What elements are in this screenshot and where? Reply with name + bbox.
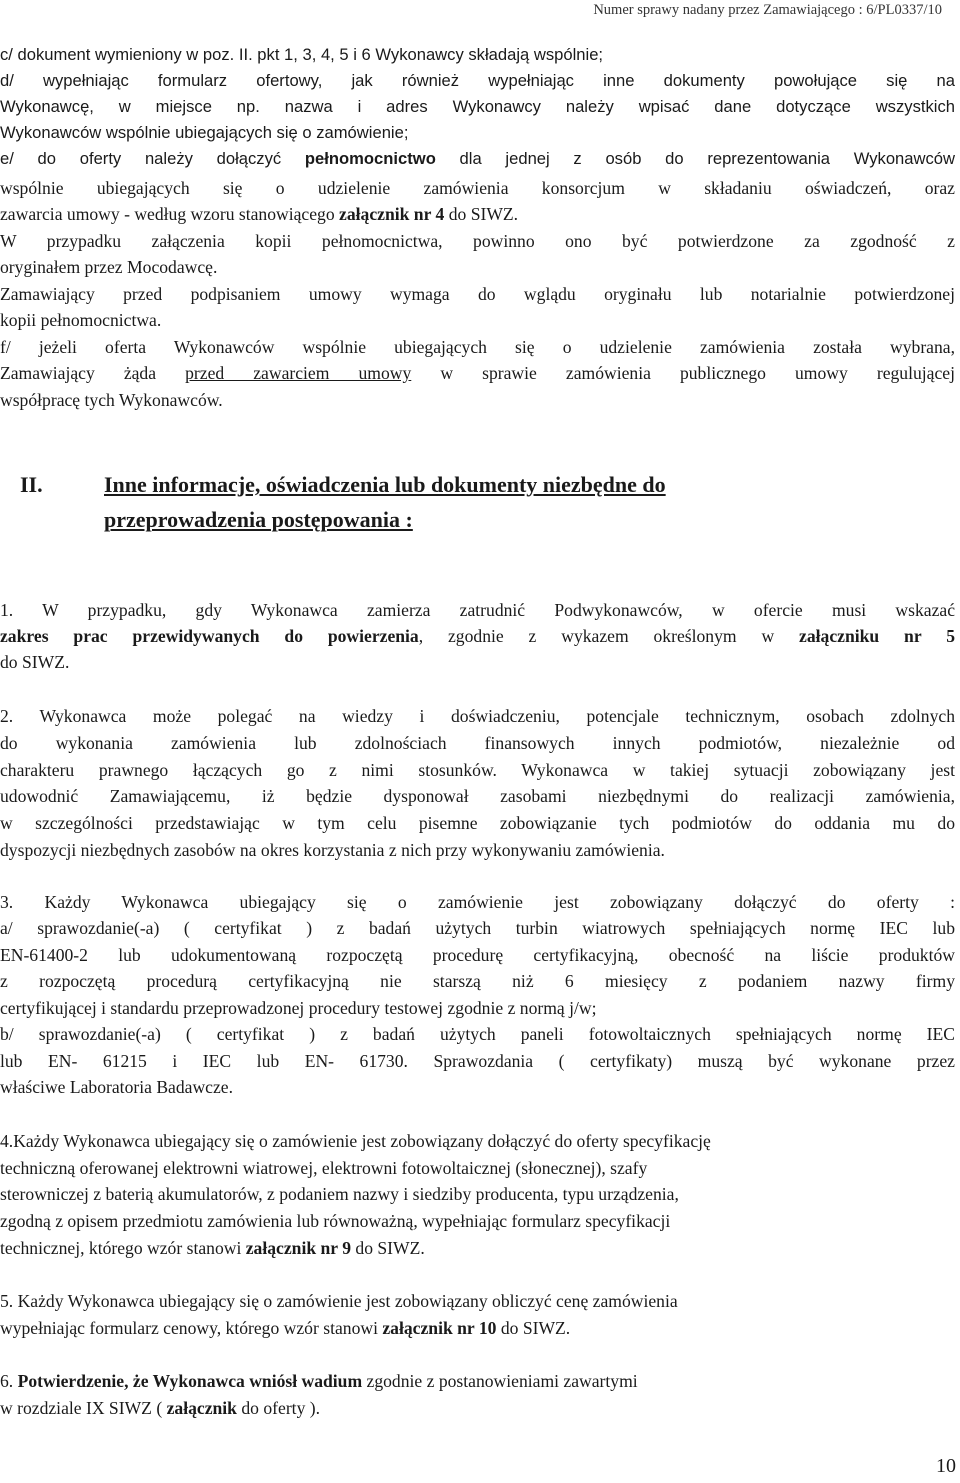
item-c-line: c/ dokument wymieniony w poz. II. pkt 1, 3, 4, 5 i 6 Wykonawcy składają wspólnie;: [0, 45, 604, 64]
item-1-line-1: 1. W przypadku, gdy Wykonawca zamierza zatrudnić Podwykonawców, w ofercie musi wskazać: [0, 600, 955, 620]
item-6-line-1: 6. Potwierdzenie, że Wykonawca wniósł wadium zgodnie z postanowieniami zawartymi: [0, 1371, 638, 1391]
copy-confirmation-line-1: W przypadku załączenia kopii pełnomocnictwa, powinno ono być potwierdzone za zgodność z: [0, 231, 955, 251]
item-3-line-6: b/ sprawozdanie(-a) ( certyfikat ) z badań użytych paneli fotowoltaicznych spełniających normę IEC: [0, 1024, 955, 1044]
power-of-attorney-term: pełnomocnictwo: [304, 149, 436, 168]
item-2-line-2: do wykonania zamówienia lub zdolnościach finansowych innych podmiotów, niezależnie od: [0, 733, 955, 753]
item-2-line-5: w szczególności przedstawiając w tym celu pisemne zobowiązanie tych podmiotów do oddania mu do: [0, 813, 955, 833]
item-4-line-5: technicznej, którego wzór stanowi załącznik nr 9 do SIWZ.: [0, 1238, 425, 1258]
item-4-line-4: zgodną z opisem przedmiotu zamówienia lub równoważną, wypełniając formularz specyfikacji: [0, 1211, 671, 1231]
section-number: II.: [20, 472, 43, 497]
item-2-line-4: udowodnić Zamawiającemu, iż będzie dysponował zasobami niezbędnymi do realizacji zamówienia,: [0, 786, 955, 806]
item-5-line-2: wypełniając formularz cenowy, którego wzór stanowi załącznik nr 10 do SIWZ.: [0, 1318, 571, 1338]
item-e-line-2: wspólnie ubiegających się o udzielenie zamówienia konsorcjum w składaniu oświadczeń, oraz: [0, 178, 955, 198]
section-title-line-1: Inne informacje, oświadczenia lub dokumenty niezbędne do: [104, 472, 666, 497]
original-required-line-2: kopii pełnomocnictwa.: [0, 310, 162, 330]
item-f-line-3: współpracę tych Wykonawców.: [0, 390, 223, 410]
item-4-line-2: techniczną oferowanej elektrowni wiatrowej, elektrowni fotowoltaicznej (słonecznej), szafy: [0, 1158, 648, 1178]
item-3-line-4: z rozpoczętą procedurą certyfikacyjną nie starszą niż 6 miesięcy z podaniem nazwy firmy: [0, 971, 955, 991]
item-3-line-8: właściwe Laboratoria Badawcze.: [0, 1077, 233, 1097]
item-d-line-1: d/ wypełniając formularz ofertowy, jak również wypełniając inne dokumenty powołujące się na: [0, 71, 955, 90]
item-3-line-7: lub EN- 61215 i IEC lub EN- 61730. Sprawozdania ( certyfikaty) muszą być wykonane przez: [0, 1051, 955, 1071]
item-e-line-1: e/ do oferty należy dołączyć pełnomocnictwo dla jednej z osób do reprezentowania Wykonawców: [0, 149, 956, 168]
item-f-line-2: Zamawiający żąda przed zawarciem umowy w sprawie zamówienia publicznego umowy regulującej: [0, 363, 955, 383]
item-2-line-1: 2. Wykonawca może polegać na wiedzy i doświadczeniu, potencjale technicznym, osobach zdolnych: [0, 706, 955, 726]
item-1-line-2: zakres prac przewidywanych do powierzenia, zgodnie z wykazem określonym w załączniku nr 5: [0, 626, 955, 646]
item-f-line-1: f/ jeżeli oferta Wykonawców wspólnie ubiegających się o udzielenie zamówienia została wybrana,: [0, 337, 955, 357]
case-number-header: Numer sprawy nadany przez Zamawiającego : 6/PL0337/10: [593, 2, 942, 18]
item-3-line-1: 3. Każdy Wykonawca ubiegający się o zamówienie jest zobowiązany dołączyć do oferty :: [0, 892, 955, 912]
item-d-line-2: Wykonawcę, w miejsce np. nazwa i adres Wykonawcy należy wpisać dane dotyczące wszystkich: [0, 97, 955, 116]
item-2-line-6: dyspozycji niezbędnych zasobów na okres korzystania z nich przy wykonywaniu zamówienia.: [0, 840, 665, 860]
original-required-line-1: Zamawiający przed podpisaniem umowy wymaga do wglądu oryginału lub notarialnie potwierdzonej: [0, 284, 955, 304]
section-title-line-2: przeprowadzenia postępowania :: [104, 507, 413, 532]
item-e-line-3: zawarcia umowy - według wzoru stanowiącego załącznik nr 4 do SIWZ.: [0, 204, 519, 224]
page-number: 10: [936, 1455, 956, 1477]
item-4-line-1: 4.Każdy Wykonawca ubiegający się o zamówienie jest zobowiązany dołączyć do oferty specyfikację: [0, 1131, 711, 1151]
item-d-line-3: Wykonawców wspólnie ubiegających się o zamówienie;: [0, 123, 409, 142]
item-6-line-2: w rozdziale IX SIWZ ( załącznik do oferty ).: [0, 1398, 321, 1418]
item-3-line-3: EN-61400-2 lub udokumentowaną rozpoczętą procedurę certyfikacyjną, obecność na liście produktów: [0, 945, 955, 965]
item-3-line-5: certyfikującej i standardu przeprowadzonej procedury testowej zgodnie z normą j/w;: [0, 998, 597, 1018]
item-2-line-3: charakteru prawnego łączących go z nimi stosunków. Wykonawca w takiej sytuacji zobowiązany jest: [0, 760, 955, 780]
item-1-line-3: do SIWZ.: [0, 652, 70, 672]
item-3-line-2: a/ sprawozdanie(-a) ( certyfikat ) z badań użytych turbin wiatrowych spełniających normę IEC lub: [0, 918, 955, 938]
item-4-line-3: sterowniczej z baterią akumulatorów, z podaniem nazwy i siedziby producenta, typu urządzenia,: [0, 1184, 679, 1204]
item-5-line-1: 5. Każdy Wykonawca ubiegający się o zamówienie jest zobowiązany obliczyć cenę zamówienia: [0, 1291, 678, 1311]
copy-confirmation-line-2: oryginałem przez Mocodawcę.: [0, 257, 218, 277]
